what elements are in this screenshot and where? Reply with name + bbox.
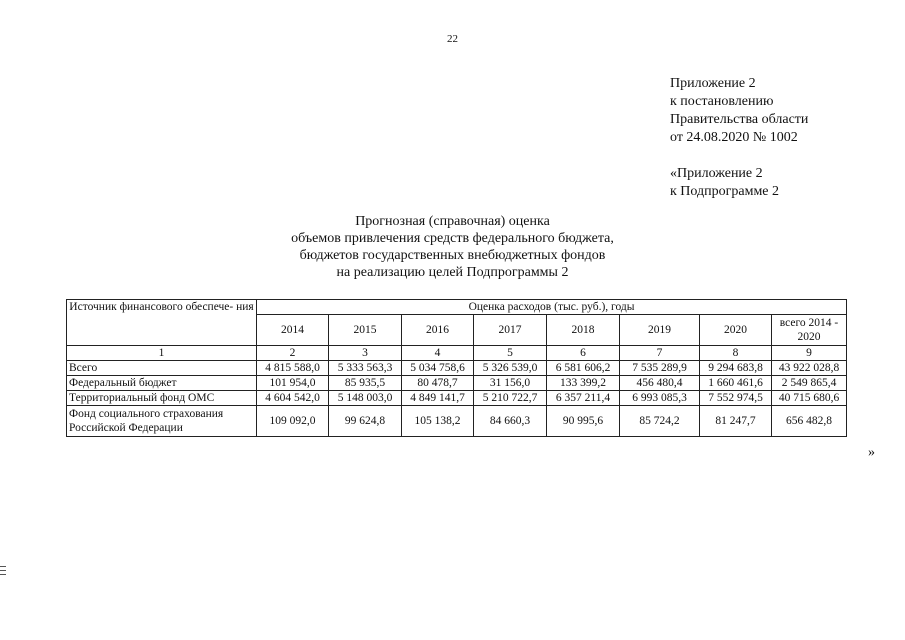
value-cell: 9 294 683,8 [700, 361, 772, 376]
value-cell: 81 247,7 [700, 406, 772, 437]
table-header-row [67, 300, 847, 315]
value-cell: 4 849 141,7 [402, 391, 474, 406]
scan-margin-mark [0, 566, 6, 588]
value-cell: 109 092,0 [257, 406, 329, 437]
value-cell: 80 478,7 [402, 376, 474, 391]
appendix-line: Приложение 2 [670, 76, 756, 91]
scan-tick [0, 570, 6, 571]
column-number-cell: 2 [257, 346, 329, 361]
value-cell: 101 954,0 [257, 376, 329, 391]
row-label: Территориальный фонд ОМС [67, 391, 257, 406]
appendix-line: от 24.08.2020 № 1002 [670, 130, 798, 145]
column-number-cell: 4 [402, 346, 474, 361]
title-line: Прогнозная (справочная) оценка [355, 214, 550, 229]
value-cell: 5 210 722,7 [474, 391, 547, 406]
value-cell: 1 660 461,6 [700, 376, 772, 391]
value-cell: 85 724,2 [620, 406, 700, 437]
table-row-oms [67, 391, 847, 406]
value-cell: 133 399,2 [547, 376, 620, 391]
estimate-header-cell: Оценка расходов (тыс. руб.), годы [257, 300, 847, 315]
value-cell: 84 660,3 [474, 406, 547, 437]
value-cell: 31 156,0 [474, 376, 547, 391]
value-cell: 2 549 865,4 [772, 376, 847, 391]
row-label: Всего [67, 361, 257, 376]
table-row-total [67, 361, 847, 376]
value-cell: 5 326 539,0 [474, 361, 547, 376]
table-title [0, 213, 905, 281]
table-row-federal [67, 376, 847, 391]
value-cell: 7 535 289,9 [620, 361, 700, 376]
year-cell: 2018 [547, 315, 620, 346]
value-cell: 5 333 563,3 [329, 361, 402, 376]
appendix-line: Правительства области [670, 112, 809, 127]
value-cell: 656 482,8 [772, 406, 847, 437]
source-header-cell: Источник финансового обеспече- ния [67, 300, 257, 346]
page-number: 22 [447, 33, 458, 45]
value-cell: 99 624,8 [329, 406, 402, 437]
column-number-cell: 6 [547, 346, 620, 361]
year-cell: 2015 [329, 315, 402, 346]
value-cell: 85 935,5 [329, 376, 402, 391]
value-cell: 6 357 211,4 [547, 391, 620, 406]
column-number-cell: 8 [700, 346, 772, 361]
value-cell: 456 480,4 [620, 376, 700, 391]
value-cell: 5 034 758,6 [402, 361, 474, 376]
appendix-subline: «Приложение 2 [670, 166, 763, 181]
value-cell: 5 148 003,0 [329, 391, 402, 406]
value-cell: 6 581 606,2 [547, 361, 620, 376]
scan-tick [0, 566, 6, 567]
appendix-header [670, 75, 808, 201]
table-row-social-insurance [67, 406, 847, 437]
row-label: Фонд социального страхования Российской Федерации [67, 406, 257, 437]
column-number-cell: 9 [772, 346, 847, 361]
scan-tick [0, 574, 6, 575]
value-cell: 7 552 974,5 [700, 391, 772, 406]
appendix-gap [670, 147, 808, 165]
row-label: Федеральный бюджет [67, 376, 257, 391]
column-number-cell: 7 [620, 346, 700, 361]
title-line: на реализацию целей Подпрограммы 2 [336, 265, 569, 280]
value-cell: 105 138,2 [402, 406, 474, 437]
appendix-line: к постановлению [670, 94, 774, 109]
year-cell: 2014 [257, 315, 329, 346]
value-cell: 43 922 028,8 [772, 361, 847, 376]
column-number-cell: 1 [67, 346, 257, 361]
closing-quote: » [868, 445, 875, 460]
value-cell: 6 993 085,3 [620, 391, 700, 406]
financing-table [66, 299, 847, 437]
year-cell: 2017 [474, 315, 547, 346]
value-cell: 4 604 542,0 [257, 391, 329, 406]
year-cell: 2016 [402, 315, 474, 346]
column-number-row [67, 346, 847, 361]
column-number-cell: 5 [474, 346, 547, 361]
value-cell: 40 715 680,6 [772, 391, 847, 406]
year-total-cell: всего 2014 - 2020 [772, 315, 847, 346]
title-line: бюджетов государственных внебюджетных фондов [299, 248, 606, 263]
year-cell: 2020 [700, 315, 772, 346]
title-line: объемов привлечения средств федерального бюджета, [291, 231, 614, 246]
value-cell: 4 815 588,0 [257, 361, 329, 376]
year-cell: 2019 [620, 315, 700, 346]
column-number-cell: 3 [329, 346, 402, 361]
value-cell: 90 995,6 [547, 406, 620, 437]
appendix-subline: к Подпрограмме 2 [670, 184, 780, 199]
